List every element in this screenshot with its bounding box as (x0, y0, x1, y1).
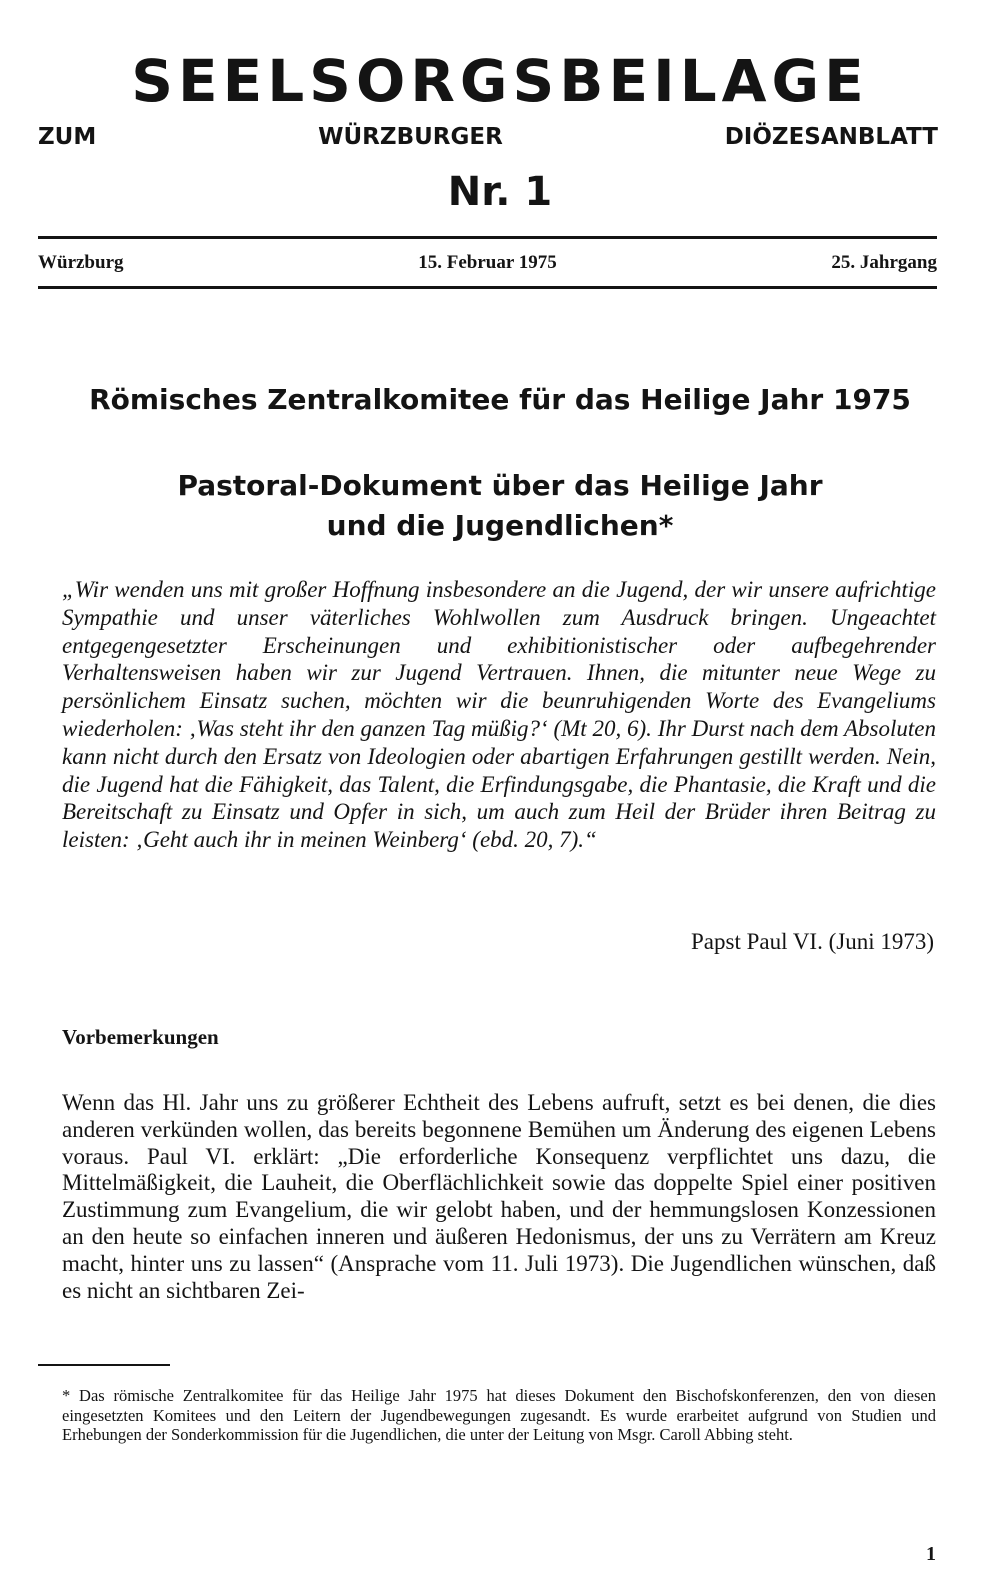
quote-attribution: Papst Paul VI. (Juni 1973) (691, 929, 934, 954)
section-heading: Vorbemerkungen (62, 1025, 219, 1049)
dateline-top-rule (38, 236, 937, 239)
issue-volume: 25. Jahrgang (831, 252, 937, 273)
issue-date: 15. Februar 1975 (418, 252, 557, 273)
committee-heading: Römisches Zentralkomitee für das Heilige Jahr 1975 (89, 383, 911, 416)
masthead-subtitle-word: ZUM (38, 124, 97, 150)
epigraph-quote: „Wir wenden uns mit großer Hoffnung insbesondere an die Jugend, der wir unsere aufrichtige Sympathie und unser väterliches Wohlwollen zum Ausdruck bringen. Ungeachtet entgegengesetzter Erscheinungen und exhibitionistischer oder aufbegehrender Verhaltensweisen haben wir zur Jugend Vertrauen. Ihnen, die mitunter neue Wege zu persönlichem Einsatz suchen, möchten wir die beunruhigenden Worte des Evangeliums wiederholen: ‚Was steht ihr den ganzen Tag müßig?‘ (Mt 20, 6). Ihr Durst nach dem Absoluten kann nicht durch den Ersatz von Ideologien oder abartigen Erfahrungen gestillt werden. Nein, die Jugend hat die Fähigkeit, das Talent, die Erfindungsgabe, die Phantasie, die Kraft und die Bereitschaft zu Einsatz und Opfer in sich, um auch zum Heil der Brüder ihren Beitrag zu leisten: ‚Geht auch ihr in meinen Weinberg‘ (ebd. 20, 7).“ (62, 577, 936, 853)
document-title-line: Pastoral-Dokument über das Heilige Jahr (177, 469, 823, 502)
page-number: 1 (926, 1543, 936, 1565)
masthead-title: SEELSORGSBEILAGE (131, 47, 869, 115)
issue-number: Nr. 1 (447, 169, 553, 215)
footnote: * Das römische Zentralkomitee für das Heilige Jahr 1975 hat dieses Dokument den Bischofskonferenzen, den von diesen eingesetzten Komitees und den Leitern der Jugendbewegungen zugesandt. Es wurde erarbeitet aufgrund von Studien und Erhebungen der Sonderkommission für die Jugendlichen, die unter der Leitung von Msgr. Caroll Abbing steht. (62, 1386, 936, 1445)
issue-place: Würzburg (38, 252, 124, 273)
masthead-subtitle-word: WÜRZBURGER (318, 124, 503, 150)
dateline-bottom-rule (38, 286, 937, 289)
masthead-subtitle-word: DIÖZESANBLATT (724, 124, 938, 150)
document-title-line: und die Jugendlichen* (326, 509, 674, 542)
footnote-rule (38, 1364, 170, 1366)
masthead-subtitle (38, 126, 938, 149)
document-title (0, 466, 1000, 546)
body-paragraph: Wenn das Hl. Jahr uns zu größerer Echtheit des Lebens aufruft, setzt es bei denen, die dies anderen verkünden wollen, das bereits begonnene Bemühen um Änderung des eigenen Lebens voraus. Paul VI. erklärt: „Die erforderliche Konsequenz verpflichtet uns dazu, die Mittelmäßigkeit, die Lauheit, die Oberflächlichkeit sowie das doppelte Spiel einer positiven Zustimmung zum Evangelium, die wir gelobt haben, und der hemmungslosen Konzessionen an den heute so einfachen inneren und äußeren Hedonismus, der uns zu Verrätern am Kreuz macht, hinter uns zu lassen“ (Ansprache vom 11. Juli 1973). Die Jugendlichen wünschen, daß es nicht an sichtbaren Zei- (62, 1090, 936, 1303)
dateline (38, 252, 937, 274)
